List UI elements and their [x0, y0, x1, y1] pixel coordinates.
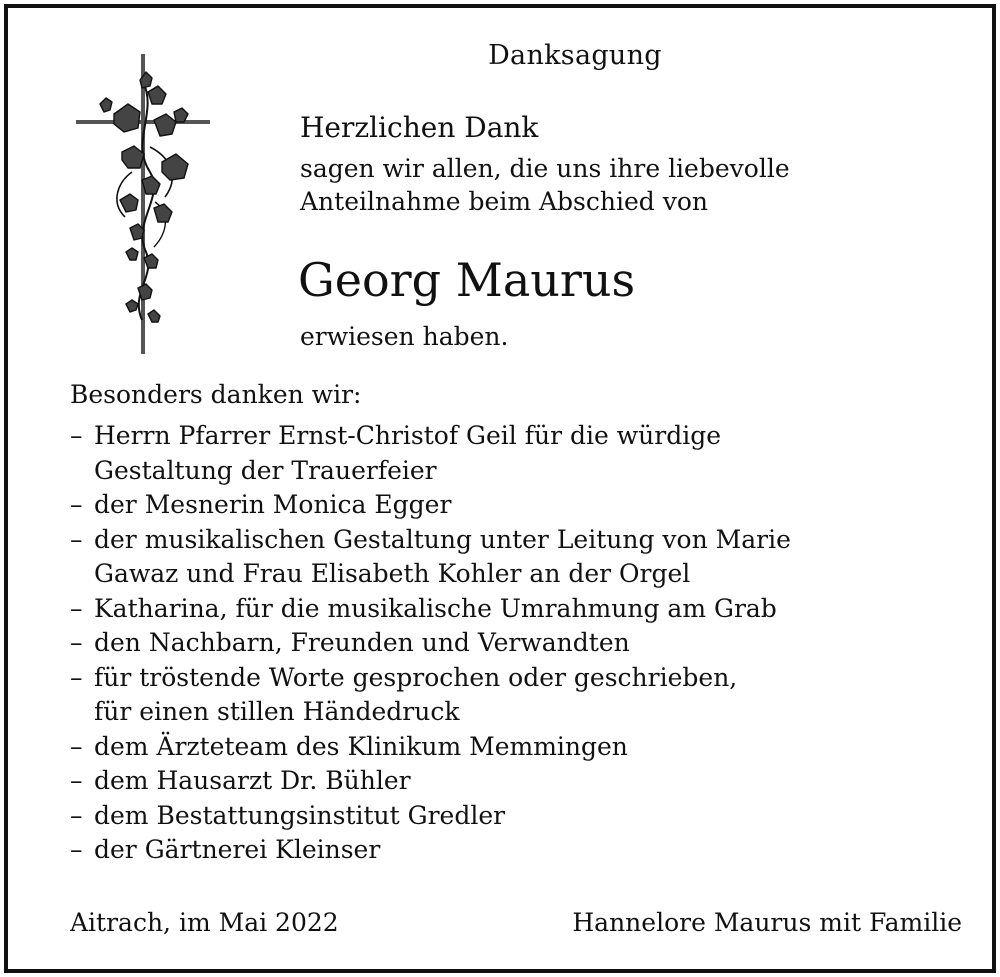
intro-line: Anteilnahme beim Abschied von: [300, 187, 708, 216]
list-item: [70, 488, 970, 523]
list-bullet: –: [70, 628, 83, 657]
list-item: [70, 764, 970, 799]
place-date: Aitrach, im Mai 2022: [70, 908, 339, 937]
list-item: [70, 661, 970, 730]
intro-title: Herzlichen Dank: [300, 111, 539, 144]
cross-with-ivy-icon: [70, 52, 220, 358]
list-item-text: dem Bestattungsinstitut Gredler: [94, 800, 506, 830]
list-intro: Besonders danken wir:: [70, 380, 362, 409]
outro-text: erwiesen haben.: [300, 322, 509, 351]
list-item-text: für tröstende Worte gesprochen oder geschrieben,: [94, 662, 738, 692]
list-bullet: –: [70, 731, 83, 761]
list-item: [70, 523, 970, 592]
list-item: [70, 626, 970, 661]
list-bullet: –: [70, 524, 83, 554]
list-bullet: –: [70, 766, 83, 795]
intro-block: [300, 110, 980, 218]
list-item-text-continued: für einen stillen Händedruck: [94, 697, 460, 726]
list-item: [70, 833, 970, 868]
deceased-name: Georg Maurus: [298, 253, 636, 307]
list-item-text: der musikalischen Gestaltung unter Leitung von Marie: [94, 524, 791, 554]
list-bullet: –: [70, 800, 83, 830]
list-item-text: der Gärtnerei Kleinser: [94, 835, 381, 864]
list-item-text: dem Hausarzt Dr. Bühler: [94, 766, 411, 795]
list-item-text: Katharina, für die musikalische Umrahmung am Grab: [94, 593, 777, 623]
list-item-text: den Nachbarn, Freunden und Verwandten: [94, 628, 630, 657]
list-item-text: der Mesnerin Monica Egger: [94, 490, 452, 519]
list-item: [70, 730, 970, 765]
list-item: [70, 419, 970, 488]
list-bullet: –: [70, 490, 83, 519]
thanks-list: [70, 419, 970, 868]
list-item: [70, 799, 970, 834]
list-bullet: –: [70, 835, 83, 864]
list-bullet: –: [70, 421, 83, 450]
signature: Hannelore Maurus mit Familie: [572, 908, 962, 937]
list-item-text-continued: Gestaltung der Trauerfeier: [94, 455, 437, 485]
list-item-text-continued: Gawaz und Frau Elisabeth Kohler an der Orgel: [94, 559, 691, 588]
list-bullet: –: [70, 662, 83, 692]
intro-line: sagen wir allen, die uns ihre liebevolle: [300, 154, 790, 183]
list-bullet: –: [70, 593, 83, 623]
list-item: [70, 592, 970, 627]
list-item-text: dem Ärzteteam des Klinikum Memmingen: [94, 731, 628, 761]
notice-heading: Danksagung: [488, 40, 662, 71]
list-item-text: Herrn Pfarrer Ernst-Christof Geil für die würdige: [94, 421, 721, 450]
